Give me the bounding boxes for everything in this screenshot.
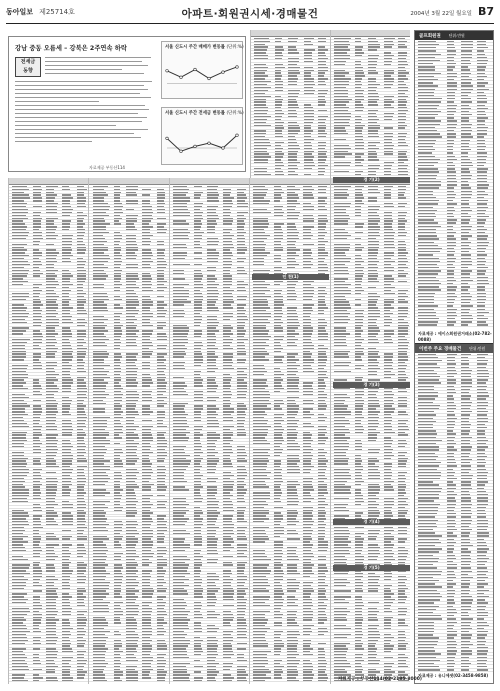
section-bar: 경 기(4) [333, 519, 410, 525]
feature-article [8, 36, 246, 172]
table-column [249, 178, 329, 684]
section-bar: 경 기(5) [333, 565, 410, 571]
table-row [331, 173, 410, 176]
data-point [166, 70, 169, 73]
chart-plot [164, 118, 240, 162]
table-header [250, 178, 329, 185]
chart-plot [164, 52, 240, 96]
feature-text-lines [45, 57, 155, 77]
data-point [194, 145, 197, 148]
source-footer: 자료제공 : 부동산114(02-2185-8000) [338, 677, 422, 682]
data-point [180, 150, 183, 153]
chart-unit: (단위:%) [226, 45, 244, 50]
table-column [8, 178, 88, 684]
section-bar: 경 기(2) [333, 177, 410, 183]
auction-header: 이번주 주요 경매물건 [419, 347, 462, 352]
table-header [170, 178, 249, 185]
series-line [167, 135, 237, 151]
series-line [167, 67, 237, 79]
data-point [208, 77, 211, 80]
data-point [180, 76, 183, 79]
data-point [236, 66, 239, 69]
data-point [166, 137, 169, 140]
data-point [222, 147, 225, 150]
publication-date: 2004년 3월 22일 월요일 [410, 11, 472, 17]
table-column [330, 30, 410, 178]
page-number: B7 [477, 5, 494, 18]
auction-box: 이번주 주요 경매물건 단위:만원 [415, 343, 493, 673]
golf-price-rows [415, 40, 493, 330]
issue-number: 제25714호 [39, 8, 75, 16]
table-header [251, 30, 330, 37]
data-point [236, 134, 239, 137]
table-column [88, 178, 168, 684]
jeonse-price-chart [161, 107, 243, 165]
feature-badge: 전세금 동향 [15, 57, 41, 77]
table-column [330, 178, 410, 684]
chart-unit: (단위:%) [226, 111, 244, 116]
feature-headline: 강남 중동 오름세 – 강북은 2주연속 하락 [15, 45, 127, 52]
data-point [222, 71, 225, 74]
feature-body-text [15, 81, 155, 145]
table-header [89, 178, 168, 185]
golf-membership-column [414, 30, 494, 684]
table-header [331, 30, 410, 37]
masthead [6, 4, 494, 24]
sale-price-chart [161, 41, 243, 99]
auction-source-note: 자료제공 : 유니에셋(02-3458-9858) [418, 673, 489, 678]
table-column [169, 178, 249, 684]
table-row [250, 679, 329, 682]
feature-byline: 자료제공 부동산114 [89, 165, 125, 170]
list-item [415, 669, 493, 672]
chart-title: 서울 신도시 주간 전세금 변동률 [165, 111, 225, 116]
table-row [251, 173, 330, 176]
table-column [250, 30, 330, 178]
golf-source-note: 자료제공 : 에이스회원권거래소(02-782-0088) [418, 331, 492, 342]
table-row [89, 679, 168, 682]
chart-title: 서울 신도시 주간 매매가 변동률 [165, 45, 225, 50]
paper-name: 동아일보 제25714호 [6, 8, 75, 16]
list-item [415, 324, 493, 327]
section-bar: 경 기(3) [333, 382, 410, 388]
page-title: 아파트·회원권시세·경매물건 [181, 8, 319, 20]
table-header [9, 178, 88, 185]
golf-header: 골프회원권 단위:만원 [415, 31, 493, 40]
table-row [170, 679, 249, 682]
data-point [194, 68, 197, 71]
data-point [208, 142, 211, 145]
section-bar: 인 천(1) [252, 274, 329, 280]
table-row [9, 679, 88, 682]
price-table-top [250, 30, 410, 178]
price-table-main [8, 178, 410, 684]
auction-rows [415, 353, 493, 673]
